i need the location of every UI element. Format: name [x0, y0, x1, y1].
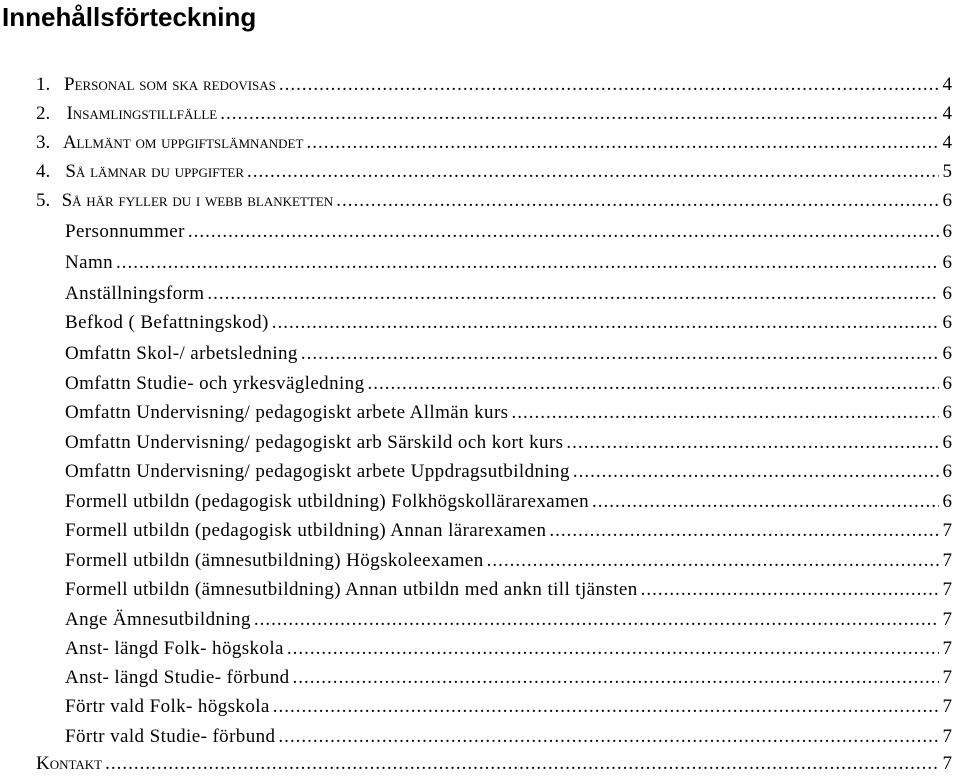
toc-subentry[interactable]: [65, 398, 952, 428]
entry-title: Omfattn Undervisning/ pedagogiskt arbete Uppdragsutbildning: [65, 461, 570, 482]
entry-title: Omfattn Studie- och yrkesvägledning: [65, 373, 365, 394]
entry-page: 6: [942, 461, 952, 482]
dot-leader: [116, 248, 939, 278]
toc-subentry[interactable]: [65, 339, 952, 369]
dot-leader: [641, 575, 939, 605]
entry-number: 3.: [36, 132, 51, 153]
entry-title: Ange Ämnesutbildning: [65, 609, 251, 630]
page-title: Innehållsförteckning: [2, 2, 257, 32]
toc-subentry[interactable]: [65, 605, 952, 635]
dot-leader: [247, 157, 939, 187]
entry-title: Anställningsform: [65, 283, 205, 304]
toc-subentry[interactable]: [65, 369, 952, 399]
entry-title: Allmänt om uppgiftslämnandet: [62, 132, 304, 153]
entry-page: 7: [942, 550, 952, 571]
dot-leader: [573, 457, 939, 487]
entry-title: Så lämnar du uppgifter: [65, 161, 245, 182]
toc-subentry[interactable]: [65, 217, 952, 247]
entry-page: 4: [942, 103, 952, 124]
entry-page: 6: [942, 373, 952, 394]
toc-subentry[interactable]: [65, 457, 952, 487]
entry-title: Omfattn Undervisning/ pedagogiskt arb Särskild och kort kurs: [65, 432, 564, 453]
dot-leader: [287, 634, 939, 664]
entry-title: Personal som ska redovisas: [64, 74, 276, 95]
toc-entry-1[interactable]: [36, 70, 952, 100]
entry-page: 6: [942, 283, 952, 304]
entry-page: 6: [942, 252, 952, 273]
entry-page: 7: [942, 726, 952, 747]
toc-subentry[interactable]: [65, 692, 952, 722]
entry-page: 7: [942, 609, 952, 630]
entry-number: 1.: [36, 74, 51, 95]
dot-leader: [279, 70, 939, 100]
toc-subentry[interactable]: [65, 546, 952, 576]
dot-leader: [487, 546, 939, 576]
dot-leader: [336, 186, 939, 216]
entry-page: 4: [942, 132, 952, 153]
entry-number: 5.: [36, 190, 51, 211]
entry-title: Omfattn Skol-/ arbetsledning: [65, 343, 298, 364]
entry-page: 6: [942, 491, 952, 512]
dot-leader: [254, 605, 939, 635]
toc-subentry[interactable]: [65, 516, 952, 546]
entry-page: 7: [942, 520, 952, 541]
toc-subentry[interactable]: [65, 663, 952, 693]
entry-number: 2.: [36, 103, 51, 124]
toc-subentry[interactable]: [65, 487, 952, 517]
dot-leader: [592, 487, 939, 517]
entry-page: 6: [942, 312, 952, 333]
dot-leader: [367, 369, 939, 399]
toc-entry-contact[interactable]: [36, 749, 952, 779]
toc-subentry[interactable]: [65, 428, 952, 458]
toc-subentry[interactable]: [65, 308, 952, 338]
dot-leader: [220, 99, 939, 129]
entry-title: Formell utbildn (ämnesutbildning) Annan utbildn med ankn till tjänsten: [65, 579, 638, 600]
dot-leader: [566, 428, 939, 458]
entry-page: 6: [942, 402, 952, 423]
toc-subentry[interactable]: [65, 248, 952, 278]
entry-page: 7: [942, 753, 952, 774]
entry-title: Personnummer: [65, 221, 185, 242]
entry-page: 7: [942, 638, 952, 659]
entry-page: 4: [942, 74, 952, 95]
entry-title: Kontakt: [36, 753, 103, 774]
entry-page: 7: [942, 696, 952, 717]
dot-leader: [105, 749, 939, 779]
toc-entry-4[interactable]: [36, 157, 952, 187]
entry-page: 5: [942, 161, 952, 182]
entry-page: 7: [942, 667, 952, 688]
dot-leader: [301, 339, 939, 369]
dot-leader: [511, 398, 939, 428]
toc-subentry[interactable]: [65, 279, 952, 309]
dot-leader: [272, 308, 939, 338]
entry-title: Omfattn Undervisning/ pedagogiskt arbete Allmän kurs: [65, 402, 509, 423]
entry-title: Formell utbildn (ämnesutbildning) Högskoleexamen: [65, 550, 484, 571]
entry-page: 7: [942, 579, 952, 600]
entry-title: Formell utbildn (pedagogisk utbildning) Annan lärarexamen: [65, 520, 547, 541]
toc-entry-2[interactable]: [36, 99, 952, 129]
entry-title: Insamlingstillfälle: [66, 103, 218, 124]
entry-title: Befkod ( Befattningskod): [65, 312, 269, 333]
entry-title: Formell utbildn (pedagogisk utbildning) Folkhögskollärarexamen: [65, 491, 590, 512]
dot-leader: [188, 217, 939, 247]
entry-title: Namn: [65, 252, 114, 273]
toc-subentry[interactable]: [65, 634, 952, 664]
dot-leader: [306, 128, 939, 158]
toc-entry-5[interactable]: [36, 186, 952, 216]
toc-subentry[interactable]: [65, 722, 952, 752]
dot-leader: [549, 516, 939, 546]
entry-title: Förtr vald Folk- högskola: [65, 696, 270, 717]
dot-leader: [278, 722, 939, 752]
entry-title: Förtr vald Studie- förbund: [65, 726, 276, 747]
toc-subentry[interactable]: [65, 575, 952, 605]
entry-page: 6: [942, 343, 952, 364]
toc-entry-3[interactable]: [36, 128, 952, 158]
dot-leader: [273, 692, 939, 722]
entry-page: 6: [942, 190, 952, 211]
dot-leader: [207, 279, 939, 309]
entry-number: 4.: [36, 161, 51, 182]
entry-page: 6: [942, 221, 952, 242]
dot-leader: [293, 663, 939, 693]
entry-page: 6: [942, 432, 952, 453]
entry-title: Anst- längd Studie- förbund: [65, 667, 290, 688]
entry-title: Anst- längd Folk- högskola: [65, 638, 284, 659]
entry-title: Så här fyller du i webb blanketten: [61, 190, 334, 211]
